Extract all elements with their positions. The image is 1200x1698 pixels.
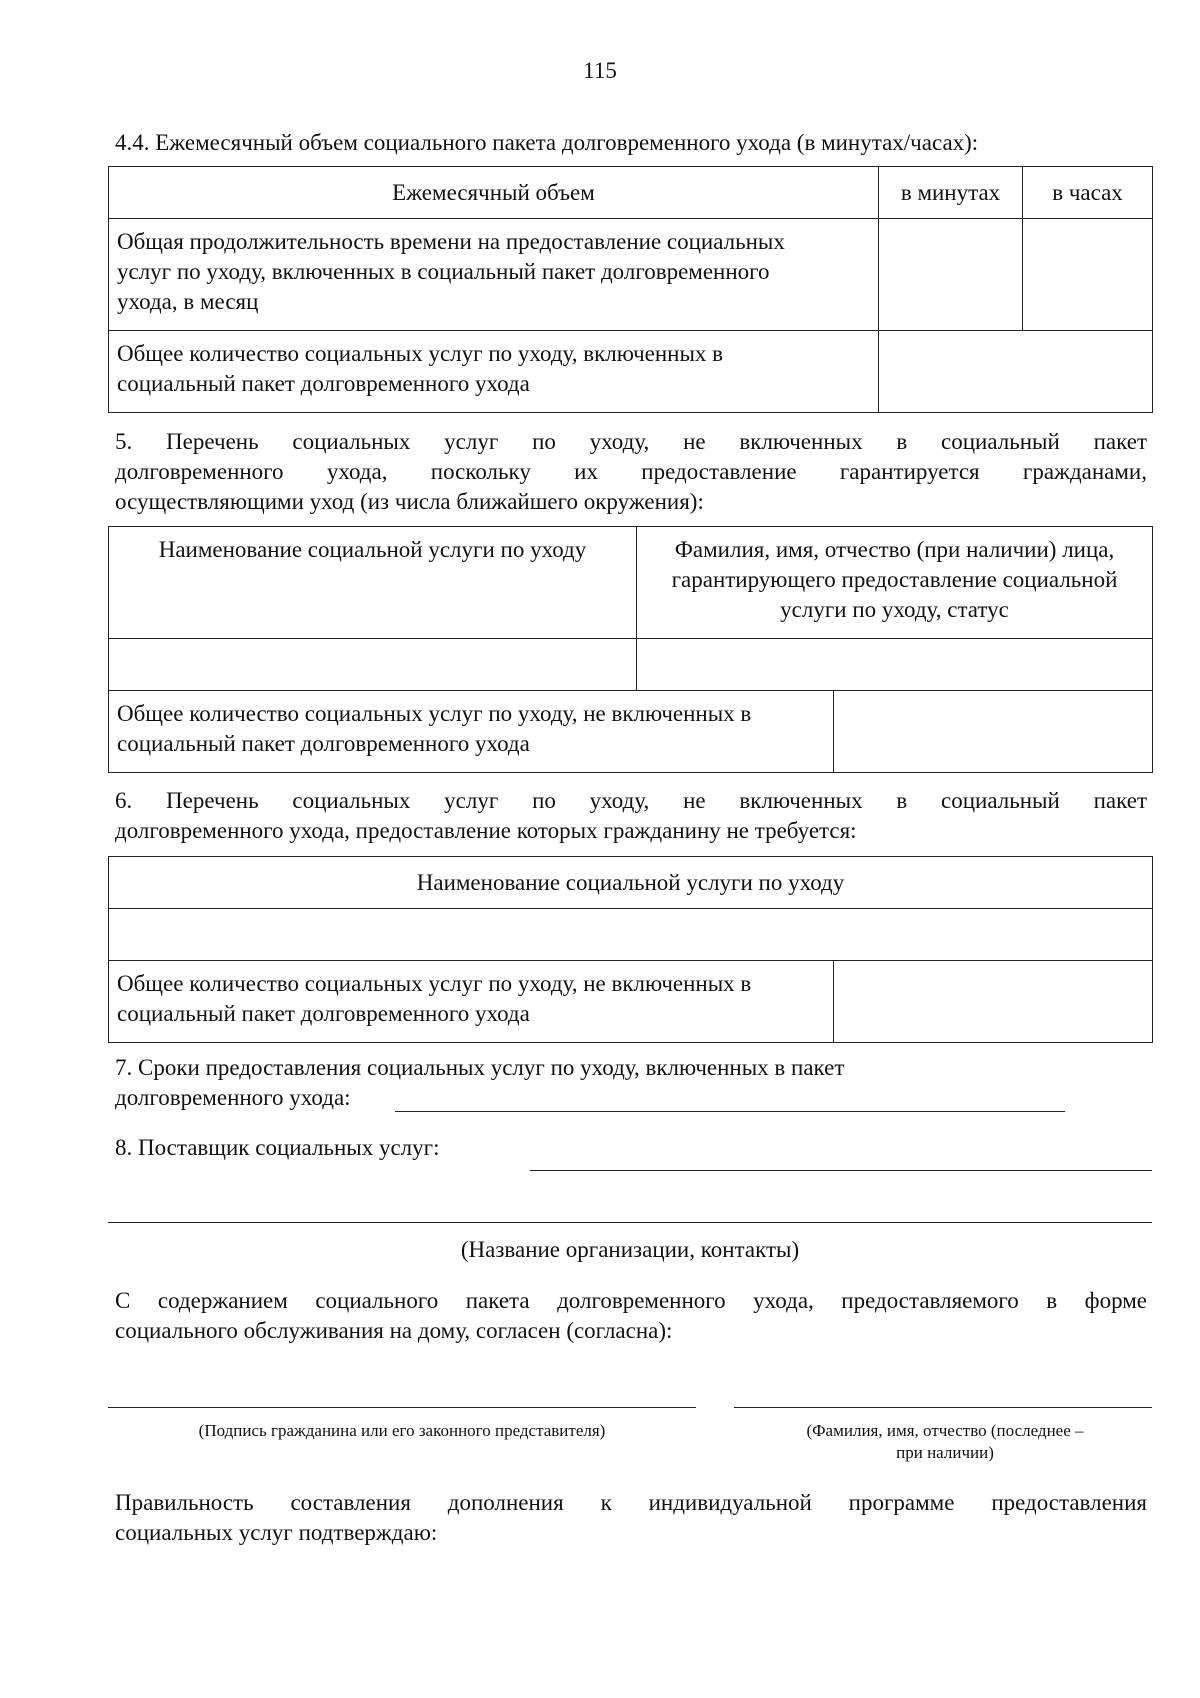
section-6-heading-line1: 6. Перечень социальных услуг по уходу, не включенных в социальный пакет [115,788,1147,813]
consent-line1: С содержанием социального пакета долговременного ухода, предоставляемого в форме [115,1288,1147,1313]
table-header-caregiver-name [637,527,1153,639]
section-7-line2: долговременного ухода: [115,1085,351,1110]
caregivers-total-value-cell[interactable] [834,691,1153,773]
section-8-label: 8. Поставщик социальных услуг: [115,1135,440,1160]
provider-field-line1[interactable] [530,1140,1152,1171]
signature-line[interactable] [108,1407,696,1408]
table-row-total-duration-label [109,219,879,331]
caregivers-total-label-cell [109,691,834,773]
provider-caption: (Название организации, контакты) [460,1237,800,1262]
confirmation-text [115,1488,1147,1548]
caregiver-service-name-cell[interactable] [109,639,637,691]
consent-line2: социального обслуживания на дому, согласен (согласна): [115,1318,673,1343]
confirmation-line1: Правильность составления дополнения к индивидуальной программе предоставления [115,1490,1147,1515]
caregiver-person-cell[interactable] [637,639,1153,691]
section-6-heading [115,786,1147,846]
caregivers-services-total-table [108,690,1153,773]
table-header-minutes: в минутах [879,167,1023,219]
not-required-total-label-text: Общее количество социальных услуг по уходу, не включенных в социальный пакет долговременного ухода [117,971,752,1026]
not-required-total-value-cell[interactable] [834,961,1153,1043]
section-5-heading-line1: 5. Перечень социальных услуг по уходу, не включенных в социальный пакет [115,429,1147,454]
not-required-total-label-cell [109,961,834,1043]
consent-text [115,1286,1147,1346]
section-5-heading-line2: долговременного ухода, поскольку их предоставление гарантируется гражданами, [115,459,1147,484]
total-duration-minutes-cell[interactable] [879,219,1023,331]
signature-caption: (Подпись гражданина или его законного представителя) [198,1421,606,1440]
full-name-caption-line2: при наличии) [896,1443,994,1462]
service-name-header-text: Наименование социальной услуги по уходу [158,537,587,562]
confirmation-line2: социальных услуг подтверждаю: [115,1520,438,1545]
full-name-line[interactable] [734,1407,1152,1408]
section-5-heading [115,427,1147,517]
section-4-4-heading: 4.4. Ежемесячный объем социального пакета долговременного ухода (в минутах/часах): [115,130,979,155]
total-count-label-text: Общее количество социальных услуг по уходу, включенных в социальный пакет долговременного ухода [117,341,724,396]
section-7-line1: 7. Сроки предоставления социальных услуг по уходу, включенных в пакет [115,1055,845,1080]
table-header-not-required-service-name: Наименование социальной услуги по уходу [109,857,1153,909]
table-header-monthly-volume: Ежемесячный объем [109,167,879,219]
table-header-hours: в часах [1023,167,1153,219]
page-number: 115 [583,58,617,83]
provider-field-line2[interactable] [108,1222,1152,1223]
not-required-service-cell[interactable] [109,909,1153,961]
section-6-heading-line2: долговременного ухода, предоставление которых гражданину не требуется: [115,818,857,843]
caregivers-total-label-text: Общее количество социальных услуг по уходу, не включенных в социальный пакет долговременного ухода [117,701,752,756]
monthly-volume-table [108,166,1153,413]
full-name-caption [760,1420,1130,1464]
section-5-heading-line3: осуществляющими уход (из числа ближайшего окружения): [115,489,704,514]
caregivers-services-table [108,526,1153,691]
section-7-terms-field[interactable] [395,1083,1065,1112]
caregiver-name-header-text: Фамилия, имя, отчество (при наличии) лица, гарантирующего предоставление социальной услуги по уходу, статус [671,537,1118,622]
full-name-caption-line1: (Фамилия, имя, отчество (последнее – [806,1421,1084,1440]
total-count-value-cell[interactable] [879,331,1153,413]
total-duration-label-text: Общая продолжительность времени на предоставление социальных услуг по уходу, включенных в социальный пакет долговременного ухода, в месяц [117,229,785,314]
total-duration-hours-cell[interactable] [1023,219,1153,331]
table-row-total-count-label [109,331,879,413]
not-required-services-table [108,856,1153,1043]
table-header-service-name [109,527,637,639]
